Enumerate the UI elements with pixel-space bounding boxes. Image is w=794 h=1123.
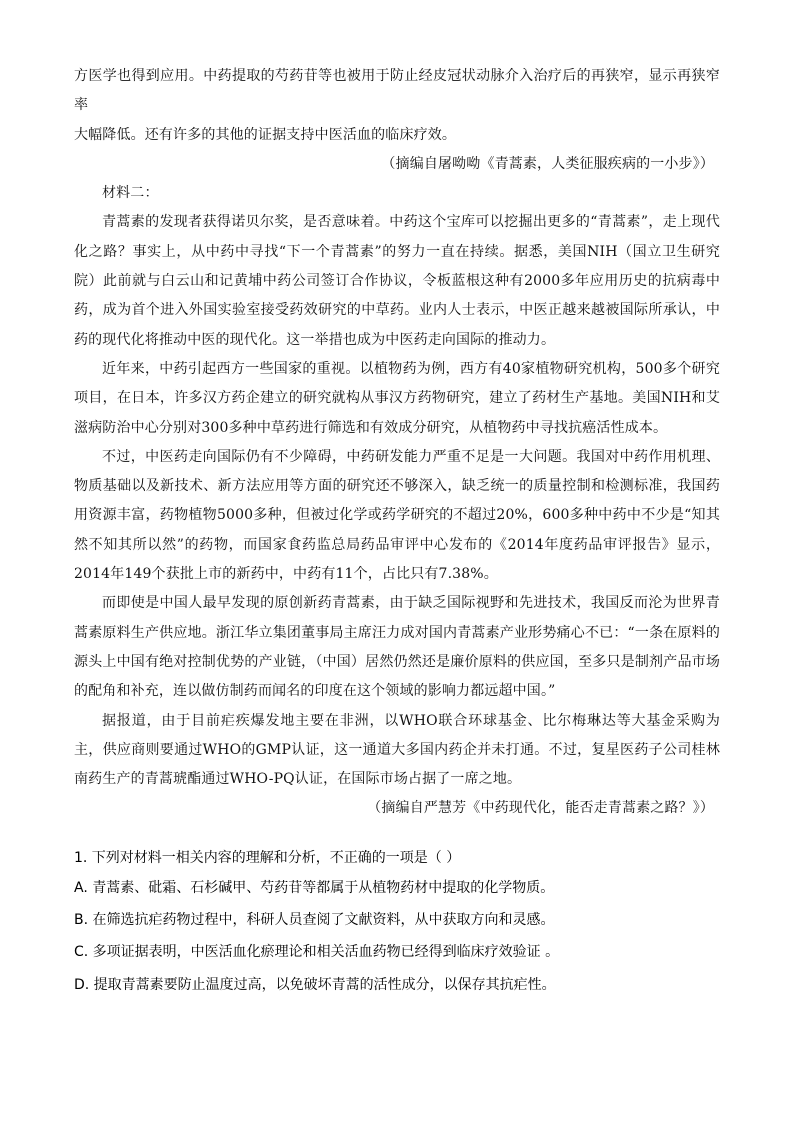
option-c: C. 多项证据表明，中医活血化瘀理论和相关活血药物已经得到临床疗效验证 。 [74,944,560,960]
option-a: A. 青蒿素、砒霜、石杉碱甲、芍药苷等都属于从植物药材中提取的化学物质。 [74,880,555,896]
option-b: B. 在筛选抗疟药物过程中，科研人员查阅了文献资料，从中获取方向和灵感。 [74,912,555,928]
passage-paragraph: 据报道，由于目前疟疾爆发地主要在非洲，以WHO联合环球基金、比尔梅琳达等大基金采购为主，供应商则要通过WHO的GMP认证，这一通道大多国内药企并未打通。不过，复星医药子公司桂林南药生产的青蒿琥酯通过WHO-PQ认证，在国际市场占据了一席之地。 [74,712,720,788]
passage-paragraph: 近年来，中药引起西方一些国家的重视。以植物药为例，西方有40家植物研究机构，500多个研究项目，在日本，许多汉方药企建立的研究就构从事汉方药物研究，建立了药材生产基地。美国NIH和艾滋病防治中心分别对300多种中草药进行筛选和有效成分研究，从植物药中寻找抗癌活性成本。 [74,360,720,436]
material-label: 材料二： [102,185,159,202]
passage-paragraph: 青蒿素的发现者获得诺贝尔奖，是否意味着。中药这个宝库可以挖掘出更多的“青蒿素”，走上现代化之路？事实上，从中药中寻找“下一个青蒿素”的努力一直在持续。据悉，美国NIH（国立卫生研究院）此前就与白云山和记黄埔中药公司签订合作协议，令板蓝根这种有2000多年应用历史的抗病毒中药，成为首个进入外国实验室接受药效研究的中草药。业内人士表示，中医正越来越被国际所承认，中药的现代化将推动中医的现代化。这一举措也成为中医药走向国际的推动力。 [74,214,720,348]
passage-paragraph: 而即使是中国人最早发现的原创新药青蒿素，由于缺乏国际视野和先进技术，我国反而沦为世界青蒿素原料生产供应地。浙江华立集团董事局主席汪力成对国内青蒿素产业形势痛心不已：“一条在原料的源头上中国有绝对控制优势的产业链，（中国）居然仍然还是廉价原料的供应国，至多只是制剂产品市场的配角和补充，连以做仿制药而闻名的印度在这个领域的影响力都远超中国。” [74,595,720,700]
passage-paragraph: 不过，中医药走向国际仍有不少障碍，中药研发能力严重不足是一大问题。我国对中药作用机理、物质基础以及新技术、新方法应用等方面的研究还不够深入，缺乏统一的质量控制和检测标准，我国药用资源丰富，药物植物5000多种，但被过化学或药学研究的不超过20%，600多种中药中不少是“知其然不知其所以然”的药物，而国家食药监总局药品审评中心发布的《2014年度药品审评报告》显示，2014年149个获批上市的新药中，中药有11个，占比只有7.38%。 [74,448,720,583]
source-citation: （摘编自严慧芳《中药现代化，能否走青蒿素之路？》） [367,800,714,817]
question-stem: 1. 下列对材料一相关内容的理解和分析，不正确的一项是（ ） [74,850,461,866]
reading-passage [74,62,720,824]
option-d: D. 提取青蒿素要防止温度过高，以免破坏青蒿的活性成分，以保存其抗疟性。 [74,977,556,993]
passage-line: 方医学也得到应用。中药提取的芍药苷等也被用于防止经皮冠状动脉介入治疗后的再狭窄，显示再狭窄率 [74,68,720,114]
passage-line: 大幅降低。还有许多的其他的证据支持中医活血的临床疗效。 [74,126,457,143]
question-block [74,844,734,1001]
source-citation: （摘编自屠呦呦《青蒿素，人类征服疾病的一小步》） [381,155,714,172]
